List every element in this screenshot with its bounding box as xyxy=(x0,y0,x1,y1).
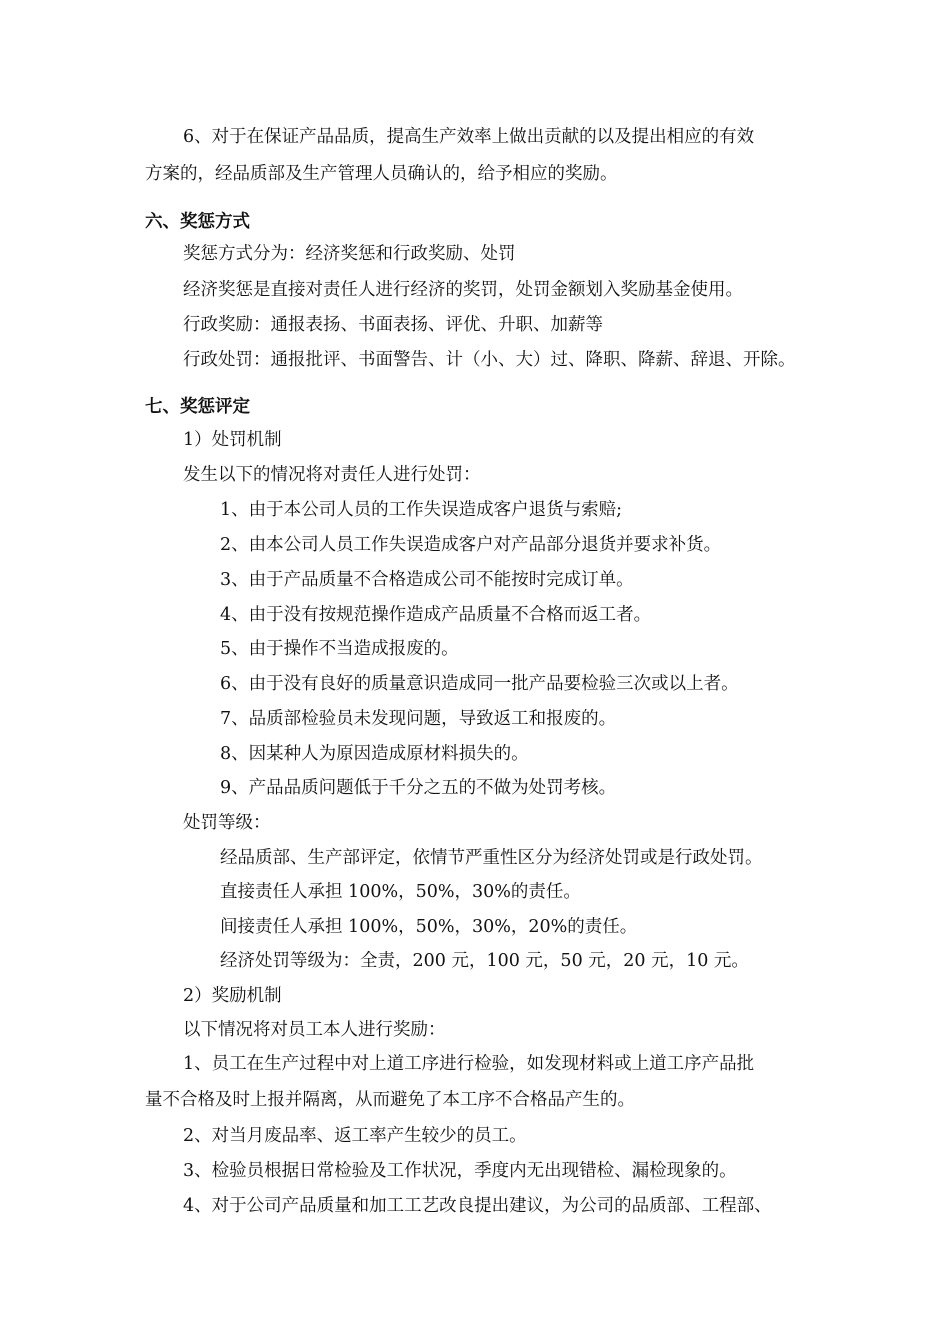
section-6-line: 行政处罚：通报批评、书面警告、计（小、大）过、降职、降薪、辞退、开除。 xyxy=(183,350,796,370)
reward-item-1-line-2: 量不合格及时上报并隔离，从而避免了本工序不合格品产生的。 xyxy=(145,1090,635,1110)
section-6-heading: 六、奖惩方式 xyxy=(145,212,250,232)
penalty-mechanism-title: 1）处罚机制 xyxy=(183,430,282,450)
reward-item-2: 2、对当月废品率、返工率产生较少的员工。 xyxy=(183,1126,527,1146)
reward-intro: 以下情况将对员工本人进行奖励： xyxy=(183,1020,446,1040)
penalty-level-line: 经品质部、生产部评定，依情节严重性区分为经济处罚或是行政处罚。 xyxy=(220,848,763,868)
reward-item-3: 3、检验员根据日常检验及工作状况，季度内无出现错检、漏检现象的。 xyxy=(183,1161,737,1181)
penalty-item: 9、产品品质问题低于千分之五的不做为处罚考核。 xyxy=(220,778,617,798)
penalty-level-line: 经济处罚等级为：全责，200 元，100 元，50 元，20 元，10 元。 xyxy=(220,951,749,971)
reward-item-6-line-2: 方案的，经品质部及生产管理人员确认的，给予相应的奖励。 xyxy=(145,164,618,184)
penalty-intro: 发生以下的情况将对责任人进行处罚： xyxy=(183,465,481,485)
penalty-item: 3、由于产品质量不合格造成公司不能按时完成订单。 xyxy=(220,570,634,590)
penalty-item: 2、由本公司人员工作失误造成客户对产品部分退货并要求补货。 xyxy=(220,535,722,555)
penalty-item: 1、由于本公司人员的工作失误造成客户退货与索赔; xyxy=(220,500,623,520)
section-7-heading: 七、奖惩评定 xyxy=(145,397,250,417)
reward-item-1-line-1: 1、员工在生产过程中对上道工序进行检验，如发现材料或上道工序产品批 xyxy=(183,1054,755,1074)
section-6-line: 经济奖惩是直接对责任人进行经济的奖罚，处罚金额划入奖励基金使用。 xyxy=(183,280,743,300)
penalty-item: 8、因某种人为原因造成原材料损失的。 xyxy=(220,744,529,764)
reward-item-4-line-1: 4、对于公司产品质量和加工工艺改良提出建议，为公司的品质部、工程部、 xyxy=(183,1196,772,1216)
penalty-levels-title: 处罚等级： xyxy=(183,813,271,833)
reward-mechanism-title: 2）奖励机制 xyxy=(183,986,282,1006)
penalty-item: 4、由于没有按规范操作造成产品质量不合格而返工者。 xyxy=(220,605,652,625)
penalty-item: 6、由于没有良好的质量意识造成同一批产品要检验三次或以上者。 xyxy=(220,674,739,694)
penalty-item: 7、品质部检验员未发现问题，导致返工和报废的。 xyxy=(220,709,617,729)
penalty-level-line: 间接责任人承担 100%，50%，30%，20%的责任。 xyxy=(220,917,638,937)
penalty-level-line: 直接责任人承担 100%，50%，30%的责任。 xyxy=(220,882,581,902)
section-6-line: 行政奖励：通报表扬、书面表扬、评优、升职、加薪等 xyxy=(183,315,603,335)
penalty-item: 5、由于操作不当造成报废的。 xyxy=(220,639,459,659)
section-6-line: 奖惩方式分为：经济奖惩和行政奖励、处罚 xyxy=(183,244,516,264)
reward-item-6-line-1: 6、对于在保证产品品质，提高生产效率上做出贡献的以及提出相应的有效 xyxy=(183,127,755,147)
